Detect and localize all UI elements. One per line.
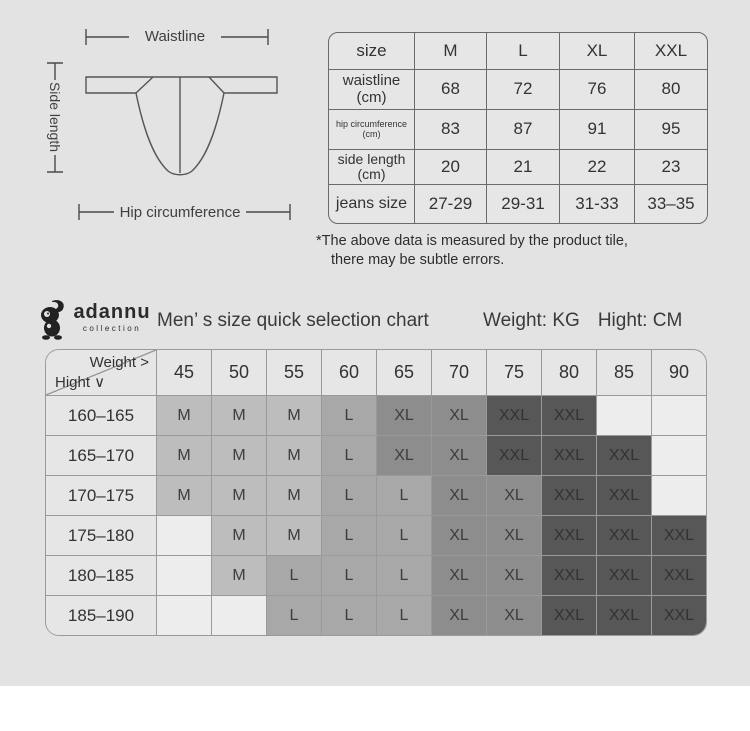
matrix-size-cell: M xyxy=(211,435,266,475)
brand-name: adannu xyxy=(73,301,151,323)
row-label-unit: (cm) xyxy=(357,166,386,182)
matrix-size-cell: L xyxy=(321,395,376,435)
row-label-text: waistline xyxy=(342,72,401,90)
matrix-weight-header-cell: 75 xyxy=(486,350,541,395)
row-label-text: side length xyxy=(337,150,406,167)
matrix-size-cell: XXL xyxy=(596,515,651,555)
matrix-size-cell: M xyxy=(156,475,211,515)
size-table-header-cell: XXL xyxy=(634,33,707,69)
matrix-corner-weight-label: Weight > xyxy=(89,354,149,371)
matrix-size-cell: M xyxy=(156,435,211,475)
matrix-size-cell: M xyxy=(211,475,266,515)
matrix-size-cell: M xyxy=(266,515,321,555)
size-table-header-cell: L xyxy=(486,33,559,69)
size-table-header-cell: XL xyxy=(559,33,634,69)
matrix-size-cell: XL xyxy=(486,595,541,635)
matrix-corner-hight-label: Hight ∨ xyxy=(55,374,106,391)
matrix-size-cell: XL xyxy=(486,475,541,515)
matrix-weight-header-cell: 65 xyxy=(376,350,431,395)
matrix-size-cell: L xyxy=(321,475,376,515)
size-table-row-label xyxy=(329,149,414,184)
size-table-value-cell: 80 xyxy=(634,69,707,109)
matrix-size-cell: L xyxy=(321,555,376,595)
matrix-size-cell: XXL xyxy=(541,475,596,515)
matrix-size-cell: XXL xyxy=(541,395,596,435)
matrix-weight-header-cell: 90 xyxy=(651,350,706,395)
matrix-size-cell: L xyxy=(266,595,321,635)
matrix-size-cell: XXL xyxy=(596,555,651,595)
size-table xyxy=(328,32,708,224)
matrix-size-cell: XXL xyxy=(596,475,651,515)
matrix-size-cell xyxy=(156,515,211,555)
matrix-size-cell: XL xyxy=(431,435,486,475)
matrix-size-cell: XXL xyxy=(486,395,541,435)
matrix-size-cell: M xyxy=(211,515,266,555)
matrix-size-cell xyxy=(651,475,706,515)
hip-circumference-label: Hip circumference xyxy=(119,204,241,221)
matrix-size-cell: M xyxy=(266,475,321,515)
matrix-size-cell: M xyxy=(211,555,266,595)
matrix-size-cell: XL xyxy=(431,395,486,435)
matrix-hight-label-cell: 160–165 xyxy=(46,395,156,435)
size-table-row-label xyxy=(329,184,414,223)
size-table-value-cell: 20 xyxy=(414,149,486,184)
waistline-label: Waistline xyxy=(144,28,206,45)
page-title: Men’ s size quick selection chart xyxy=(157,310,429,331)
size-table-value-cell: 91 xyxy=(559,109,634,149)
matrix-size-cell: XXL xyxy=(651,595,706,635)
matrix-size-cell: L xyxy=(376,475,431,515)
matrix-weight-header-cell: 55 xyxy=(266,350,321,395)
matrix-size-cell: XL xyxy=(486,515,541,555)
matrix-size-cell: XXL xyxy=(541,435,596,475)
matrix-size-cell: L xyxy=(376,595,431,635)
matrix-hight-label-cell: 165–170 xyxy=(46,435,156,475)
side-length-label: Side length xyxy=(47,81,63,153)
matrix-hight-label-cell: 180–185 xyxy=(46,555,156,595)
matrix-size-cell: XXL xyxy=(541,515,596,555)
matrix-size-cell: XL xyxy=(431,515,486,555)
matrix-table xyxy=(45,349,707,636)
matrix-size-cell: XL xyxy=(431,475,486,515)
size-table-value-cell: 27-29 xyxy=(414,184,486,223)
row-label-unit: (cm) xyxy=(356,88,387,106)
matrix-size-cell: M xyxy=(156,395,211,435)
matrix-size-cell: XL xyxy=(486,555,541,595)
matrix-corner-cell xyxy=(46,350,156,395)
matrix-size-cell: XXL xyxy=(541,595,596,635)
matrix-weight-header-cell: 60 xyxy=(321,350,376,395)
size-table-row-label xyxy=(329,109,414,149)
matrix-size-cell: XXL xyxy=(486,435,541,475)
matrix-size-cell: XL xyxy=(376,435,431,475)
size-table-value-cell: 22 xyxy=(559,149,634,184)
matrix-size-cell xyxy=(156,595,211,635)
matrix-size-cell: L xyxy=(376,515,431,555)
matrix-size-cell xyxy=(651,435,706,475)
matrix-size-cell: L xyxy=(321,515,376,555)
matrix-size-cell: L xyxy=(376,555,431,595)
matrix-size-cell: XL xyxy=(376,395,431,435)
size-table-value-cell: 95 xyxy=(634,109,707,149)
size-table-value-cell: 31-33 xyxy=(559,184,634,223)
size-table-header-cell: M xyxy=(414,33,486,69)
row-label-unit: (cm) xyxy=(362,128,381,139)
matrix-size-cell: XL xyxy=(431,595,486,635)
matrix-size-cell: L xyxy=(321,595,376,635)
matrix-size-cell: XXL xyxy=(651,515,706,555)
matrix-size-cell: XXL xyxy=(596,435,651,475)
unit-labels xyxy=(483,310,682,332)
matrix-size-cell: XL xyxy=(431,555,486,595)
matrix-weight-header-cell: 80 xyxy=(541,350,596,395)
size-table-value-cell: 33–35 xyxy=(634,184,707,223)
matrix-size-cell xyxy=(651,395,706,435)
size-table-value-cell: 29-31 xyxy=(486,184,559,223)
measurement-note-line2: there may be subtle errors. xyxy=(331,252,505,268)
size-table-value-cell: 83 xyxy=(414,109,486,149)
matrix-hight-label-cell: 175–180 xyxy=(46,515,156,555)
matrix-size-cell: XXL xyxy=(541,555,596,595)
matrix-hight-label-cell: 185–190 xyxy=(46,595,156,635)
hight-unit-label: Hight: CM xyxy=(597,310,683,331)
bottom-white-strip xyxy=(0,686,750,731)
matrix-size-cell xyxy=(211,595,266,635)
brand-subtitle: collection xyxy=(82,324,142,333)
size-table-value-cell: 87 xyxy=(486,109,559,149)
matrix-hight-label-cell: 170–175 xyxy=(46,475,156,515)
matrix-size-cell: XXL xyxy=(596,595,651,635)
size-table-value-cell: 23 xyxy=(634,149,707,184)
measurement-note-line1: *The above data is measured by the product tile, xyxy=(316,233,628,249)
row-label-text: jeans size xyxy=(335,195,408,213)
matrix-size-cell: XXL xyxy=(651,555,706,595)
size-table-value-cell: 72 xyxy=(486,69,559,109)
matrix-size-cell: M xyxy=(266,395,321,435)
size-table-value-cell: 76 xyxy=(559,69,634,109)
matrix-weight-header-cell: 45 xyxy=(156,350,211,395)
size-table-value-cell: 21 xyxy=(486,149,559,184)
matrix-weight-header-cell: 85 xyxy=(596,350,651,395)
matrix-weight-header-cell: 70 xyxy=(431,350,486,395)
row-label-text: hip circumference xyxy=(335,118,408,129)
brand-logo xyxy=(38,298,158,342)
size-table-header-cell: size xyxy=(356,40,387,60)
size-table-row-label xyxy=(329,69,414,109)
matrix-size-cell: M xyxy=(211,395,266,435)
matrix-size-cell: L xyxy=(321,435,376,475)
weight-unit-label: Weight: KG xyxy=(483,310,580,331)
size-table-value-cell: 68 xyxy=(414,69,486,109)
brand-mascot-icon xyxy=(38,298,68,340)
matrix-size-cell: L xyxy=(266,555,321,595)
matrix-size-cell xyxy=(596,395,651,435)
matrix-size-cell: M xyxy=(266,435,321,475)
matrix-size-cell xyxy=(156,555,211,595)
matrix-weight-header-cell: 50 xyxy=(211,350,266,395)
